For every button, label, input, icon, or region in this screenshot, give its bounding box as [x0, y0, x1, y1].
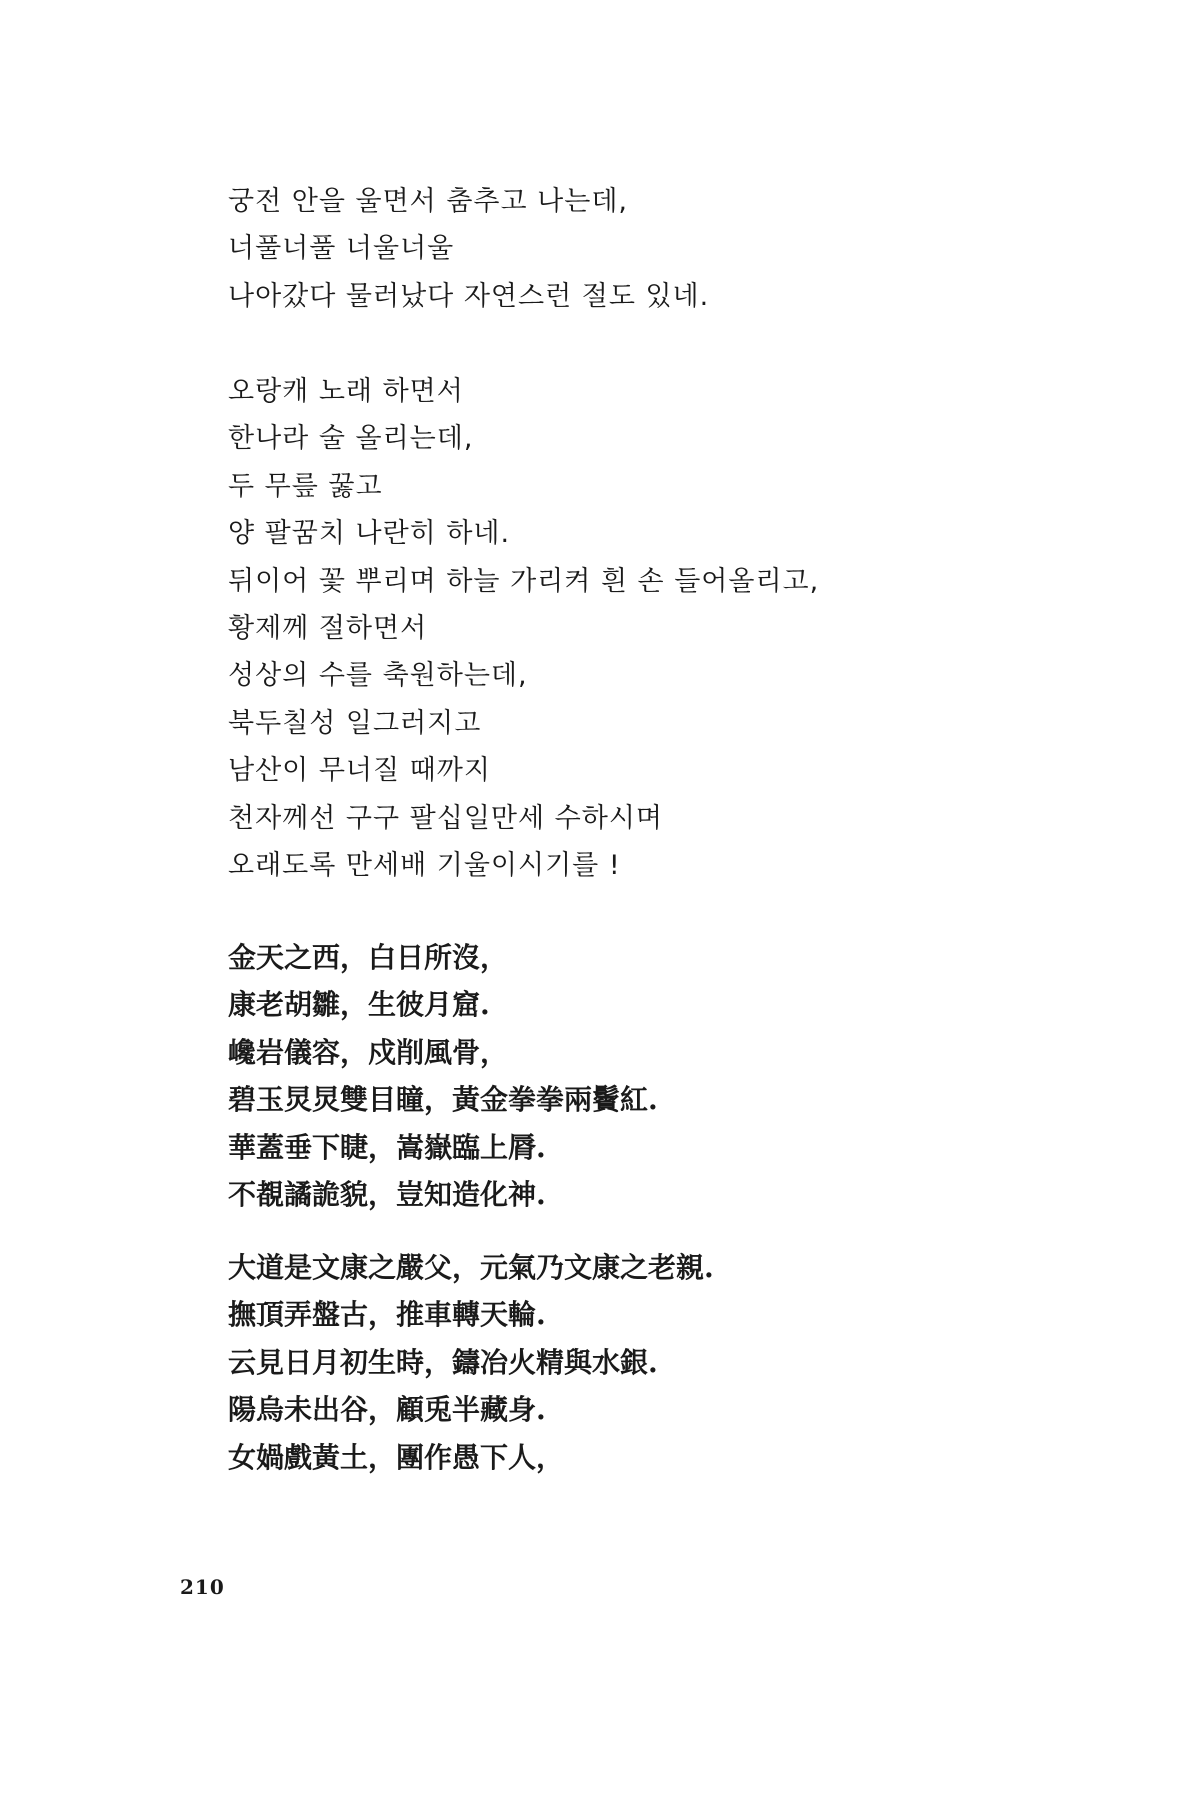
chinese-stanza-2	[228, 1244, 714, 1481]
poem-line: 두 무릎 꿇고	[228, 470, 383, 502]
poem-line: 撫頂弄盤古，推車轉天輪.	[228, 1298, 546, 1332]
poem-line: 오랑캐 노래 하면서	[228, 376, 464, 407]
poem-line: 한나라 술 올리는데,	[228, 423, 474, 455]
poem-line: 女媧戲黃土，團作愚下人，	[228, 1440, 565, 1474]
poem-line: 천자께선 구구 팔십일만세 수하시며	[228, 802, 663, 834]
poem-line: 궁전 안을 울면서 춤추고 나는데,	[228, 186, 628, 217]
page-number: 210	[180, 1575, 225, 1599]
poem-line: 오래도록 만세배 기울이시기를 !	[228, 849, 621, 881]
poem-line: 황제께 절하면서	[228, 612, 428, 644]
poem-line: 巉岩儀容，戍削風骨，	[228, 1035, 509, 1069]
poem-line: 성상의 수를 축원하는데,	[228, 660, 528, 692]
poem-line: 碧玉炅炅雙目瞳，黃金拳拳兩鬢紅.	[228, 1083, 658, 1117]
poem-line: 양 팔꿈치 나란히 하네.	[228, 518, 511, 550]
poem-line: 뒤이어 꽃 뿌리며 하늘 가리켜 흰 손 들어올리고,	[228, 565, 820, 597]
poem-line: 陽烏未出谷，顧兎半藏身.	[228, 1393, 546, 1427]
poem-line: 康老胡雛，生彼月窟.	[228, 988, 490, 1022]
poem-line: 남산이 무너질 때까지	[228, 755, 491, 787]
poem-line: 金天之西，白日所沒，	[228, 941, 509, 974]
poem-line: 大道是文康之嚴父，元氣乃文康之老親.	[228, 1251, 714, 1284]
poem-line: 나아갔다 물러났다 자연스런 절도 있네.	[228, 280, 710, 312]
chinese-stanza-1	[228, 934, 658, 1218]
poem-line: 너풀너풀 너울너울	[228, 233, 455, 265]
poem-line: 不覩譎詭貌，豈知造化神.	[228, 1177, 546, 1211]
poem-line: 云見日月初生時，鑄冶火精與水銀.	[228, 1345, 658, 1379]
korean-stanza-2	[228, 368, 819, 889]
poem-line: 북두칠성 일그러지고	[228, 707, 482, 739]
korean-stanza-1	[228, 178, 709, 320]
poem-line: 華蓋垂下睫，嵩嶽臨上脣.	[228, 1130, 546, 1164]
